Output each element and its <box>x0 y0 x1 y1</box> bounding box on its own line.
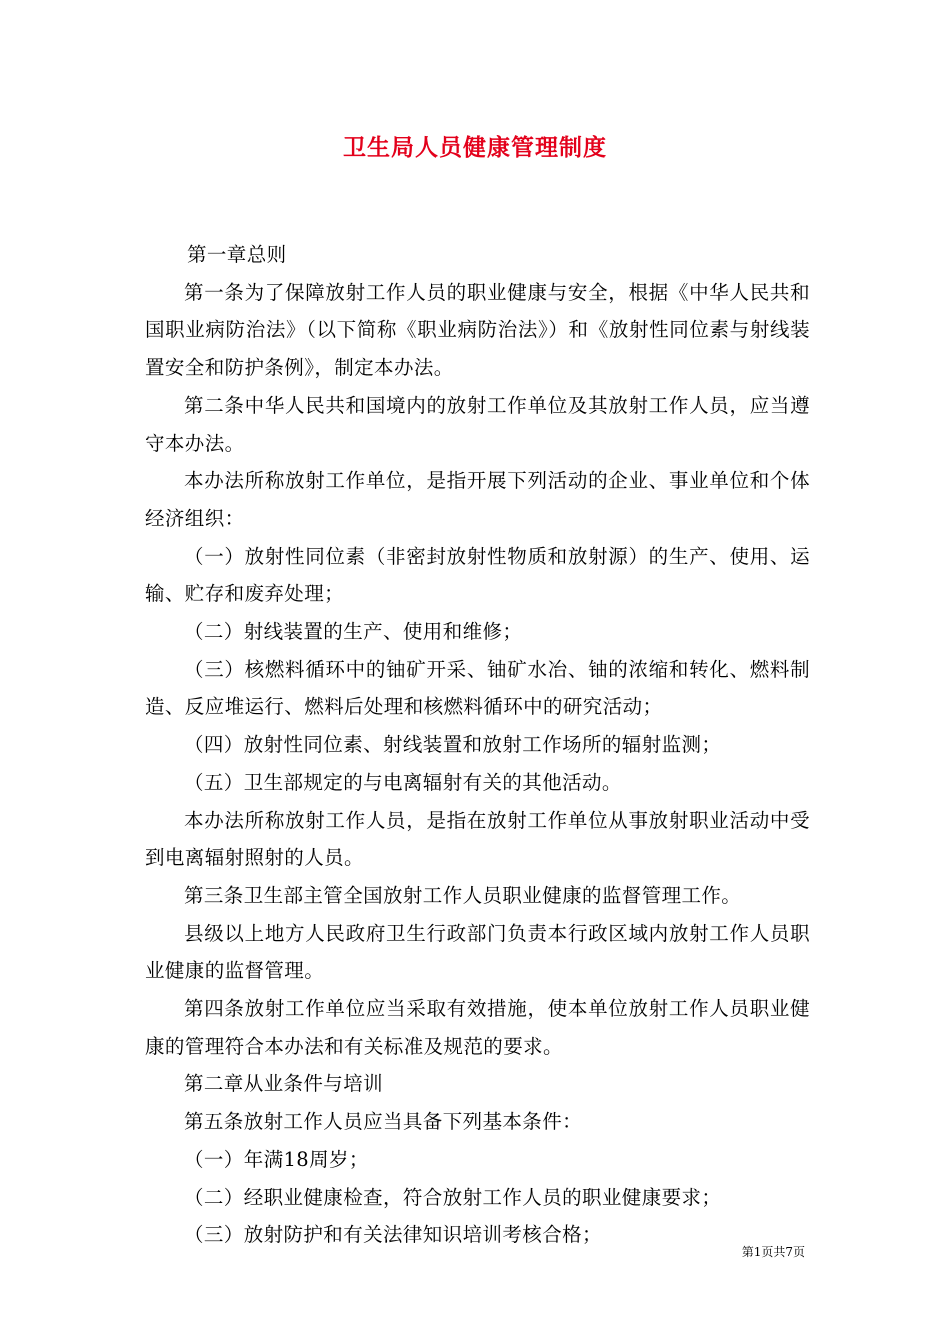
page-number: 第1页共7页 <box>741 1245 805 1259</box>
paragraph: 县级以上地方人民政府卫生行政部门负责本行政区域内放射工作人员职业健康的监督管理。 <box>145 921 810 983</box>
list-item: （一）放射性同位素（非密封放射性物质和放射源）的生产、使用、运输、贮存和废弃处理； <box>145 544 810 606</box>
paragraph: 第三条卫生部主管全国放射工作人员职业健康的监督管理工作。 <box>184 883 742 907</box>
list-item: （三）放射防护和有关法律知识培训考核合格； <box>184 1223 602 1247</box>
list-item: （四）放射性同位素、射线装置和放射工作场所的辐射监测； <box>184 733 722 757</box>
paragraph: 本办法所称放射工作人员，是指在放射工作单位从事放射职业活动中受到电离辐射照射的人员。 <box>145 808 810 870</box>
paragraph: 第二条中华人民共和国境内的放射工作单位及其放射工作人员，应当遵守本办法。 <box>145 393 810 455</box>
paragraph: 第一条为了保障放射工作人员的职业健康与安全，根据《中华人民共和国职业病防治法》（以下简称《职业病防治法》）和《放射性同位素与射线装置安全和防护条例》，制定本办法。 <box>145 280 810 380</box>
document-title: 卫生局人员健康管理制度 <box>343 134 607 161</box>
chapter-heading: 第二章从业条件与培训 <box>184 1072 384 1096</box>
paragraph: 第五条放射工作人员应当具备下列基本条件： <box>184 1110 583 1134</box>
paragraph: 本办法所称放射工作单位，是指开展下列活动的企业、事业单位和个体经济组织： <box>145 469 810 530</box>
list-item: （一）年满18周岁； <box>184 1147 369 1171</box>
list-item: （五）卫生部规定的与电离辐射有关的其他活动。 <box>184 770 622 794</box>
document-body <box>145 236 810 1254</box>
list-item: （二）射线装置的生产、使用和维修； <box>184 620 523 644</box>
chapter-heading: 第一章总则 <box>187 243 287 266</box>
list-item: （二）经职业健康检查，符合放射工作人员的职业健康要求； <box>184 1185 722 1209</box>
list-item: （三）核燃料循环中的铀矿开采、铀矿水冶、铀的浓缩和转化、燃料制造、反应堆运行、燃料后处理和核燃料循环中的研究活动； <box>145 657 810 719</box>
paragraph: 第四条放射工作单位应当采取有效措施，使本单位放射工作人员职业健康的管理符合本办法和有关标准及规范的要求。 <box>145 997 810 1058</box>
